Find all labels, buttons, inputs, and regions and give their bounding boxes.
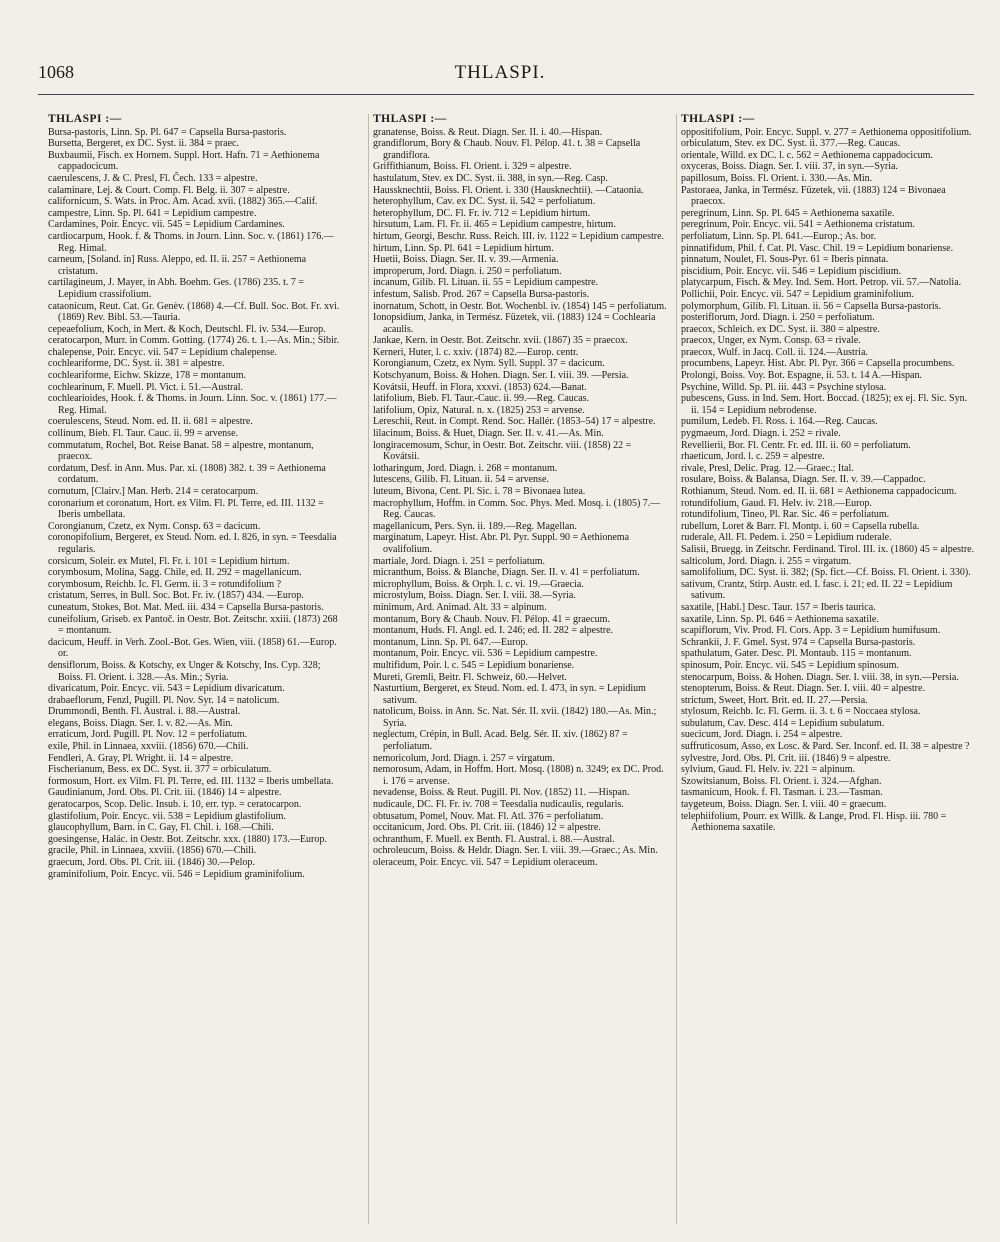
entry: microstylum, Boiss. Diagn. Ser. I. viii. 38.—Syria. — [373, 590, 576, 602]
entry: rivale, Presl, Delic. Prag. 12.—Graec.; Ital. — [681, 462, 854, 474]
entry: carneum, [Soland. in] Russ. Aleppo, ed. II. ii. 257 = Aethionema cristatum. — [48, 254, 307, 277]
entry: microphyllum, Boiss. & Orph. l. c. vi. 19.—Graecia. — [373, 578, 584, 590]
entry: strictum, Sweet, Hort. Brit. ed. II. 27.—Persia. — [681, 694, 868, 706]
entry: hastulatum, Stev. ex DC. Syst. ii. 388, in syn.—Reg. Casp. — [373, 172, 608, 184]
entry: gracile, Phil. in Linnaea, xxviii. (1856) 670.—Chili. — [48, 845, 257, 857]
entry: rhaeticum, Jord. l. c. 259 = alpestre. — [681, 451, 825, 463]
entry: coerulescens, Steud. Nom. ed. II. ii. 681 = alpestre. — [48, 416, 253, 428]
entry: Buxbaumii, Fisch. ex Hornem. Suppl. Hort. Hafn. 71 = Aethionema cappadocicum. — [48, 149, 320, 173]
entry: macrophyllum, Hoffm. in Comm. Soc. Phys. Med. Mosq. i. (1805) 7.—Reg. Caucas. — [373, 497, 661, 521]
entry: cochlearinum, F. Muell. Pl. Vict. i. 51.—Austral. — [48, 381, 244, 393]
entry: Szowitsianum, Boiss. Fl. Orient. i. 324.—Afghan. — [681, 775, 882, 787]
entry: micranthum, Boiss. & Blanche, Diagn. Ser. II. v. 41 = perfoliatum. — [373, 567, 640, 579]
entry: Schrankii, J. F. Gmel. Syst. 974 = Capsella Bursa-pastoris. — [681, 636, 916, 648]
entry: marginatum, Lapeyr. Hist. Abr. Pl. Pyr. Suppl. 90 = Aethionema ovalifolium. — [373, 532, 630, 555]
entry: polymorphum, Gilib. Fl. Lituan. ii. 56 = Capsella Bursa-pastoris. — [681, 300, 942, 312]
entry: nemorosum, Adam, in Hoffm. Hort. Mosq. (1808) n. 3249; ex DC. Prod. i. 176 = arvense. — [373, 764, 664, 787]
entry: hirtum, Linn. Sp. Pl. 641 = Lepidium hirtum. — [373, 242, 554, 254]
entry: heterophyllum, DC. Fl. Fr. iv. 712 = Lepidium hirtum. — [373, 207, 591, 219]
entry: glastifolium, Poir. Encyc. vii. 538 = Lepidium glastifolium. — [48, 810, 286, 822]
entry: Drummondi, Benth. Fl. Austral. i. 88.—Austral. — [48, 706, 241, 718]
entry: cardiocarpum, Hook. f. & Thoms. in Journ. Linn. Soc. v. (1861) 176.—Reg. Himal. — [48, 230, 334, 254]
entry: erraticum, Jord. Pugill. Pl. Nov. 12 = perfoliatum. — [48, 729, 248, 741]
entry: montanum, Bory & Chaub. Nouv. Fl. Pélop. 41 = graecum. — [373, 613, 610, 625]
entry: latifolium, Opiz, Natural. n. x. (1825) 253 = arvense. — [373, 404, 585, 416]
entry: exile, Phil. in Linnaea, xxviii. (1856) 670.—Chili. — [48, 741, 249, 753]
entry: pinnatum, Noulet, Fl. Sous-Pyr. 61 = Iberis pinnata. — [681, 254, 889, 266]
entry: spinosum, Poir. Encyc. vii. 545 = Lepidium spinosum. — [681, 659, 899, 671]
header-rule — [38, 94, 974, 95]
entry: collinum, Bieb. Fl. Taur. Cauc. ii. 99 = arvense. — [48, 428, 239, 440]
text-columns — [40, 114, 980, 1224]
entry: hirsutum, Lam. Fl. Fr. ii. 465 = Lepidium campestre, hirtum. — [373, 219, 616, 231]
entry: peregrinum, Linn. Sp. Pl. 645 = Aethionema saxatile. — [681, 207, 895, 219]
entry: minimum, Ard. Animad. Alt. 33 = alpinum. — [373, 601, 547, 613]
entry: spathulatum, Gater. Desc. Pl. Montaub. 115 = montanum. — [681, 648, 912, 660]
entry: longiracemosum, Schur, in Oestr. Bot. Zeitschr. viii. (1858) 22 = Kovátsii. — [373, 439, 632, 463]
entry: praecox, Schleich. ex DC. Syst. ii. 380 = alpestre. — [681, 323, 880, 335]
entry: calaminare, Lej. & Court. Comp. Fl. Belg. ii. 307 = alpestre. — [48, 184, 290, 196]
entry: telephiifolium, Pourr. ex Willk. & Lange, Prod. Fl. Hisp. iii. 780 = Aethionema saxatile. — [681, 810, 947, 834]
entry: pygmaeum, Jord. Diagn. i. 252 = rivale. — [681, 428, 841, 440]
entry: nemoricolum, Jord. Diagn. i. 257 = virgatum. — [373, 752, 555, 764]
entry: sativum, Crantz, Stirp. Austr. ed. I. fasc. i. 21; ed. II. 22 = Lepidium sativum. — [681, 578, 953, 602]
entry: Cardamines, Poir. Encyc. vii. 545 = Lepidium Cardamines. — [48, 219, 285, 231]
entry: nudicaule, DC. Fl. Fr. iv. 708 = Teesdalia nudicaulis, regularis. — [373, 799, 624, 811]
entry: incanum, Gilib. Fl. Lituan. ii. 55 = Lepidium campestre. — [373, 277, 599, 289]
entry: cochleariforme, DC. Syst. ii. 381 = alpestre. — [48, 358, 225, 370]
entry: scapiflorum, Viv. Prod. Fl. Cors. App. 3 = Lepidium humifusum. — [681, 625, 941, 637]
entry: corymbosum, Reichb. Ic. Fl. Germ. ii. 3 = rotundifolium ? — [48, 578, 282, 590]
entry: Salisii, Bruegg. in Zeitschr. Ferdinand. Tirol. III. ix. (1860) 45 = alpestre. — [681, 543, 975, 555]
entry: Fischerianum, Bess. ex DC. Syst. ii. 377 = orbiculatum. — [48, 764, 272, 776]
entry: stenopterum, Boiss. & Reut. Diagn. Ser. I. viii. 40 = alpestre. — [681, 683, 925, 695]
entry: montanum, Huds. Fl. Angl. ed. I. 246; ed. II. 282 = alpestre. — [373, 625, 614, 637]
entry: corymbosum, Molina, Sagg. Chile, ed. II. 292 = magellanicum. — [48, 567, 302, 579]
entry: cuneatum, Stokes, Bot. Mat. Med. iii. 434 = Capsella Bursa-pastoris. — [48, 601, 324, 613]
entry: natolicum, Boiss. in Ann. Sc. Nat. Sér. II. xvii. (1842) 180.—As. Min.; Syria. — [373, 706, 657, 729]
column-1 — [40, 114, 342, 1224]
entry: samolifolium, DC. Syst. ii. 382; (Sp. fict.—Cf. Boiss. Fl. Orient. i. 330). — [681, 567, 971, 579]
entry: montanum, Linn. Sp. Pl. 647.—Europ. — [373, 636, 528, 648]
entry: nevadense, Boiss. & Reut. Pugill. Pl. Nov. (1852) 11. —Hispan. — [373, 787, 630, 799]
entry: perfoliatum, Linn. Sp. Pl. 641.—Europ.; As. bor. — [681, 230, 876, 242]
entry: Bursetta, Bergeret, ex DC. Syst. ii. 384 = praec. — [48, 138, 239, 150]
entry: caerulescens, J. & C. Presl, Fl. Čech. 133 = alpestre. — [48, 172, 258, 184]
entry: ruderale, All. Fl. Pedem. i. 250 = Lepidium ruderale. — [681, 532, 892, 544]
entry: pubescens, Guss. in Ind. Sem. Hort. Boccad. (1825); ex ej. Fl. Sic. Syn. ii. 154 = Lepidium nebrodense. — [681, 393, 968, 416]
entry: lotharingum, Jord. Diagn. i. 268 = montanum. — [373, 462, 558, 474]
entry: Revellierii, Bor. Fl. Centr. Fr. ed. III. ii. 60 = perfoliatum. — [681, 439, 911, 451]
entry: papillosum, Boiss. Fl. Orient. i. 330.—As. Min. — [681, 172, 873, 184]
entry: Huetii, Boiss. Diagn. Ser. II. v. 39.—Armenia. — [373, 254, 559, 266]
entry: saxatile, [Habl.] Desc. Taur. 157 = Iberis taurica. — [681, 601, 876, 613]
entry: glaucophyllum, Barn. in C. Gay, Fl. Chil. i. 168.—Chili. — [48, 822, 274, 834]
entry: peregrinum, Poir. Encyc. vii. 541 = Aethionema cristatum. — [681, 219, 915, 231]
entry: Fendleri, A. Gray, Pl. Wright. ii. 14 = alpestre. — [48, 752, 234, 764]
entry: oppositifolium, Poir. Encyc. Suppl. v. 277 = Aethionema oppositifolium. — [681, 126, 972, 138]
entry: luteum, Bivona, Cent. Pl. Sic. i. 78 = Bivonaea lutea. — [373, 486, 586, 497]
entry: pumilum, Ledeb. Fl. Ross. i. 164.—Reg. Caucas. — [681, 416, 878, 428]
entry: californicum, S. Wats. in Proc. Am. Acad. xvii. (1882) 365.—Calif. — [48, 196, 318, 208]
entry: Pollichii, Poir. Encyc. vii. 547 = Lepidium graminifolium. — [681, 288, 914, 300]
entry: campestre, Linn. Sp. Pl. 641 = Lepidium campestre. — [48, 207, 257, 219]
entry: posteriflorum, Jord. Diagn. i. 250 = perfoliatum. — [681, 312, 875, 324]
entry: drabaeflorum, Fenzl, Pugill. Pl. Nov. Syr. 14 = natolicum. — [48, 694, 280, 706]
page-number: 1068 — [38, 62, 74, 82]
column-heading: THLASPI :— — [681, 114, 755, 125]
entry: Kovátsii, Heuff. in Flora, xxxvi. (1853) 624.—Banat. — [373, 381, 587, 393]
entry: rubellum, Loret & Barr. Fl. Montp. i. 60 = Capsella rubella. — [681, 520, 920, 532]
entry: orbiculatum, Stev. ex DC. Syst. ii. 377.—Reg. Caucas. — [681, 138, 901, 150]
entry: montanum, Poir. Encyc. vii. 536 = Lepidium campestre. — [373, 648, 598, 660]
entry: Griffithianum, Boiss. Fl. Orient. i. 329 = alpestre. — [373, 161, 572, 173]
entry-list — [373, 127, 669, 869]
entry: formosum, Hort. ex Vilm. Fl. Pl. Terre, ed. III. 1132 = Iberis umbellata. — [48, 775, 334, 787]
entry: sylvium, Gaud. Fl. Helv. iv. 221 = alpinum. — [681, 764, 856, 776]
entry: Korongianum, Czetz, ex Nym. Syll. Suppl. 37 = dacicum. — [373, 358, 605, 370]
entry: Haussknechtii, Boiss. Fl. Orient. i. 330 (Hausknechtii). —Cataonia. — [373, 184, 644, 196]
entry: occitanicum, Jord. Obs. Pl. Crit. iii. (1846) 12 = alpestre. — [373, 822, 601, 834]
entry: Jankae, Kern. in Oestr. Bot. Zeitschr. xvii. (1867) 35 = praecox. — [373, 335, 628, 347]
entry: neglectum, Crépin, in Bull. Acad. Belg. Sér. II. xiv. (1862) 87 = perfoliatum. — [373, 729, 628, 753]
entry: suffruticosum, Asso, ex Losc. & Pard. Ser. Inconf. ed. II. 38 = alpestre ? — [681, 741, 970, 753]
entry: ochranthum, F. Muell. ex Benth. Fl. Austral. i. 88.—Austral. — [373, 833, 615, 845]
entry: elegans, Boiss. Diagn. Ser. I. v. 82.—As. Min. — [48, 717, 233, 729]
entry: orientale, Willd. ex DC. l. c. 562 = Aethionema cappadocicum. — [681, 149, 933, 161]
entry: Kerneri, Huter, l. c. xxiv. (1874) 82.—Europ. centr. — [373, 346, 579, 358]
entry: Rothianum, Steud. Nom. ed. II. ii. 681 = Aethionema cappadocicum. — [681, 486, 957, 497]
entry: Psychine, Willd. Sp. Pl. iii. 443 = Psychine stylosa. — [681, 381, 887, 393]
entry: goesingense, Halác. in Oestr. Bot. Zeitschr. xxx. (1880) 173.—Europ. — [48, 833, 327, 845]
entry: graecum, Jord. Obs. Pl. Crit. iii. (1846) 30.—Pelop. — [48, 857, 255, 868]
entry: Mureti, Gremli, Beitr. Fl. Schweiz, 60.—Helvet. — [373, 671, 567, 683]
entry: cornutum, [Clairv.] Man. Herb. 214 = ceratocarpum. — [48, 486, 259, 497]
entry: coronopifolium, Bergeret, ex Steud. Nom. ed. I. 826, in syn. = Teesdalia regularis. — [48, 532, 337, 555]
entry: hirtum, Georgi, Beschr. Russ. Reich. III. iv. 1122 = Lepidium campestre. — [373, 230, 665, 242]
entry: graminifolium, Poir. Encyc. vii. 546 = Lepidium graminifolium. — [48, 868, 305, 880]
entry: densiflorum, Boiss. & Kotschy, ex Unger & Kotschy, Ins. Cyp. 328; Boiss. Fl. Orient. i. 328.—As. Min.; Syria. — [48, 659, 321, 683]
entry: tasmanicum, Hook. f. Fl. Tasman. i. 23.—Tasman. — [681, 787, 883, 799]
entry: heterophyllum, Cav. ex DC. Syst. ii. 542 = perfoliatum. — [373, 196, 596, 208]
entry: multifidum, Poir. l. c. 545 = Lepidium bonariense. — [373, 659, 575, 671]
entry: magellanicum, Pers. Syn. ii. 189.—Reg. Magellan. — [373, 520, 577, 532]
entry: grandiflorum, Bory & Chaub. Nouv. Fl. Pélop. 41. t. 38 = Capsella grandiflora. — [373, 138, 641, 161]
entry: stylosum, Reichb. Ic. Fl. Germ. ii. 3. t. 6 = Noccaea stylosa. — [681, 706, 921, 718]
entry: Pastoraea, Janka, in Termész. Füzetek, vii. (1883) 124 = Bivonaea praecox. — [681, 184, 946, 208]
entry: praecox, Unger, ex Nym. Consp. 63 = rivale. — [681, 335, 861, 347]
entry-list — [681, 127, 977, 834]
entry: sylvestre, Jord. Obs. Pl. Crit. iii. (1846) 9 = alpestre. — [681, 752, 891, 764]
entry: rotundifolium, Tineo, Pl. Rar. Sic. 46 = perfoliatum. — [681, 509, 890, 521]
entry: commutatum, Rochel, Bot. Reise Banat. 58 = alpestre, montanum, praecox. — [48, 439, 314, 463]
entry: improperum, Jord. Diagn. i. 250 = perfoliatum. — [373, 265, 562, 277]
entry: dacicum, Heuff. in Verh. Zool.-Bot. Ges. Wien, viii. (1858) 61.—Europ. or. — [48, 636, 337, 660]
entry: suecicum, Jord. Diagn. i. 254 = alpestre. — [681, 729, 843, 741]
entry: rotundifolium, Gaud. Fl. Helv. iv. 218.—Europ. — [681, 497, 872, 509]
entry: oxyceras, Boiss. Diagn. Ser. I. viii. 37, in syn.—Syria. — [681, 161, 898, 173]
entry: oleraceum, Poir. Encyc. vii. 547 = Lepidium oleraceum. — [373, 857, 598, 868]
entry: coronarium et coronatum, Hort. ex Vilm. Fl. Pl. Terre, ed. III. 1132 = Iberis umbellata. — [48, 497, 324, 521]
entry: Lereschii, Reut. in Compt. Rend. Soc. Hallér. (1853–54) 17 = alpestre. — [373, 416, 656, 428]
entry: cepeaefolium, Koch, in Mert. & Koch, Deutschl. Fl. iv. 534.—Europ. — [48, 323, 326, 335]
entry: lilacinum, Boiss. & Huet, Diagn. Ser. II. v. 41.—As. Min. — [373, 428, 604, 440]
running-head: THLASPI. — [454, 62, 546, 83]
entry: Ionopsidium, Janka, in Termész. Füzetek, vii. (1883) 124 = Cochlearia acaulis. — [373, 312, 656, 335]
entry: taygeteum, Boiss. Diagn. Ser. I. viii. 40 = graecum. — [681, 799, 887, 811]
entry: inornatum, Schott, in Oestr. Bot. Wochenbl. iv. (1854) 145 = perfoliatum. — [373, 300, 667, 312]
entry: infestum, Salisb. Prod. 267 = Capsella Bursa-pastoris. — [373, 288, 590, 300]
entry: subulatum, Cav. Desc. 414 = Lepidium subulatum. — [681, 717, 885, 729]
entry: Nasturtium, Bergeret, ex Steud. Nom. ed. I. 473, in syn. = Lepidium sativum. — [373, 683, 646, 706]
entry: pinnatifidum, Phil. f. Cat. Pl. Vasc. Chil. 19 = Lepidium bonariense. — [681, 242, 954, 254]
entry: cartilagineum, J. Mayer, in Abh. Boehm. Ges. (1786) 235. t. 7 = Lepidium crassifolium. — [48, 277, 305, 300]
entry: Bursa-pastoris, Linn. Sp. Pl. 647 = Capsella Bursa-pastoris. — [48, 126, 287, 138]
column-heading: THLASPI :— — [48, 114, 122, 125]
entry: cuneifolium, Griseb. ex Pantoč. in Oestr. Bot. Zeitschr. xxiii. (1873) 268 = montanum. — [48, 613, 338, 637]
entry: cordatum, Desf. in Ann. Mus. Par. xi. (1808) 382. t. 39 = Aethionema cordatum. — [48, 462, 326, 486]
entry: Prolongi, Boiss. Voy. Bot. Espagne, ii. 53. t. 14 A.—Hispan. — [681, 370, 922, 382]
entry: martiale, Jord. Diagn. i. 251 = perfoliatum. — [373, 555, 545, 567]
entry: platycarpum, Fisch. & Mey. Ind. Sem. Hort. Petrop. vii. 57.—Natolia. — [681, 277, 962, 289]
entry: cochleariforme, Eichw. Skizze, 178 = montanum. — [48, 370, 246, 382]
column-2 — [368, 114, 671, 1224]
entry: ochroleucum, Boiss. & Heldr. Diagn. Ser. I. viii. 39.—Graec.; As. Min. — [373, 845, 658, 857]
entry: Corongianum, Czetz, ex Nym. Consp. 63 = dacicum. — [48, 520, 261, 532]
column-heading: THLASPI :— — [373, 114, 447, 125]
column-3 — [676, 114, 979, 1224]
entry: ceratocarpon, Murr. in Comm. Gotting. (1774) 26. t. 1.—As. Min.; Sibir. — [48, 335, 340, 347]
entry: cochlearioides, Hook. f. & Thoms. in Journ. Linn. Soc. v. (1861) 177.—Reg. Himal. — [48, 393, 337, 416]
entry: chalepense, Poir. Encyc. vii. 547 = Lepidium chalepense. — [48, 346, 277, 358]
entry: lutescens, Gilib. Fl. Lituan. ii. 54 = arvense. — [373, 474, 549, 486]
entry: corsicum, Soleir. ex Mutel, Fl. Fr. i. 101 = Lepidium hirtum. — [48, 555, 290, 567]
entry: salticolum, Jord. Diagn. i. 255 = virgatum. — [681, 555, 852, 567]
entry: granatense, Boiss. & Reut. Diagn. Ser. II. i. 40.—Hispan. — [373, 126, 603, 138]
entry: piscidium, Poir. Encyc. vii. 546 = Lepidium piscidium. — [681, 265, 902, 277]
entry: divaricatum, Poir. Encyc. vii. 543 = Lepidium divaricatum. — [48, 683, 285, 695]
entry: Kotschyanum, Boiss. & Hohen. Diagn. Ser. I. viii. 39. —Persia. — [373, 370, 629, 382]
entry: rosulare, Boiss. & Balansa, Diagn. Ser. II. v. 39.—Cappadoc. — [681, 474, 926, 486]
entry: praecox, Wulf. in Jacq. Coll. ii. 124.—Austria. — [681, 346, 868, 358]
entry: saxatile, Linn. Sp. Pl. 646 = Aethionema saxatile. — [681, 613, 879, 625]
entry: Gaudinianum, Jord. Obs. Pl. Crit. iii. (1846) 14 = alpestre. — [48, 787, 282, 799]
entry: latifolium, Bieb. Fl. Taur.-Cauc. ii. 99.—Reg. Caucas. — [373, 393, 590, 405]
entry-list — [48, 127, 340, 881]
entry: geratocarpos, Scop. Delic. Insub. i. 10, err. typ. = ceratocarpon. — [48, 799, 302, 811]
entry: stenocarpum, Boiss. & Hohen. Diagn. Ser. I. viii. 38, in syn.—Persia. — [681, 671, 959, 683]
entry: cataonicum, Reut. Cat. Gr. Genèv. (1868) 4.—Cf. Bull. Soc. Bot. Fr. xvi. (1869) Rev. Bibl. 53.—Tauria. — [48, 300, 340, 324]
entry: cristatum, Serres, in Bull. Soc. Bot. Fr. iv. (1857) 434. —Europ. — [48, 590, 304, 602]
entry: obtusatum, Pomel, Nouv. Mat. Fl. Atl. 376 = perfoliatum. — [373, 810, 604, 822]
entry: procumbens, Lapeyr. Hist. Abr. Pl. Pyr. 366 = Capsella procumbens. — [681, 358, 955, 370]
